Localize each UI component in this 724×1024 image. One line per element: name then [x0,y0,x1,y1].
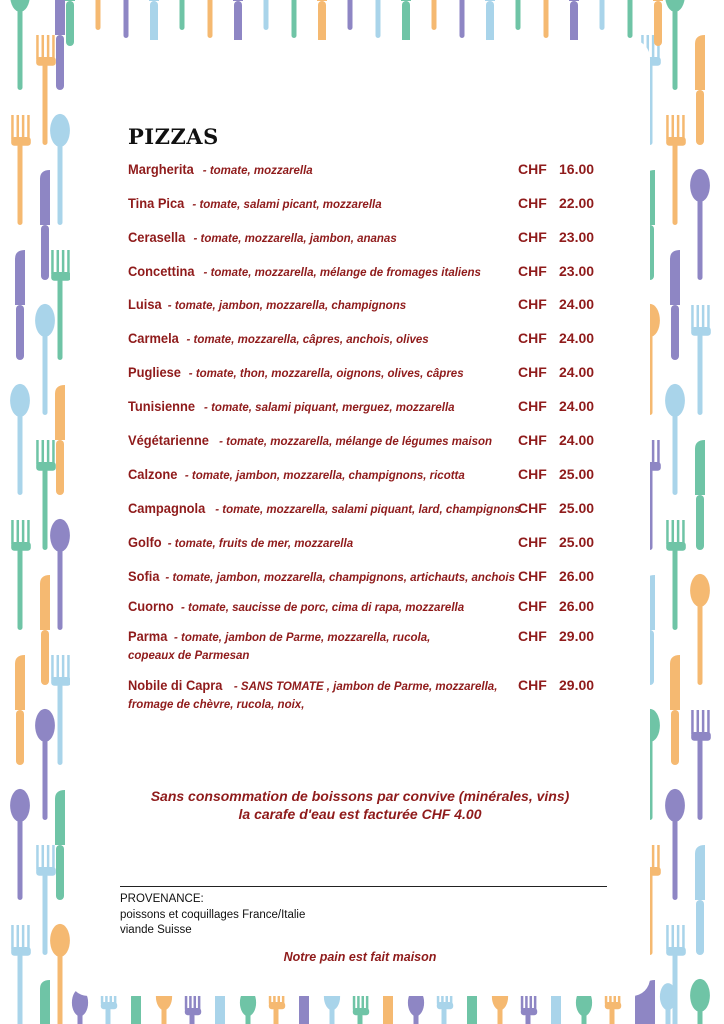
knife-icon [670,655,680,765]
item-description: tomate, saucisse de porc, cima di rapa, mozzarella [188,602,465,614]
item-currency: CHF [518,296,547,312]
item-currency: CHF [518,161,547,177]
fork-icon [119,0,135,38]
menu-item-tina-pica: Tina Pica - tomate, salami picant, mozzarella CHF 22.00 [128,195,595,211]
menu-item-calzone: Calzone - tomate, jambon, mozzarella, champignons, ricotta CHF 25.00 [128,466,595,482]
item-description: tomate, mozzarella, mélange de légumes maison [226,436,493,448]
spoon-icon [665,789,685,900]
menu-item-campagnola: Campagnola - tomate, mozzarella, salami piquant, lard, champignons CHF 25.00 [128,500,595,516]
item-description: tomate, fruits de mer, mozzarella [174,538,354,550]
menu-item-tunisienne: Tunisienne - tomate, salami piquant, merguez, mozzarella CHF 24.00 [128,398,595,414]
item-name: Pugliese [128,364,181,380]
fork-icon [11,520,31,630]
item-currency: CHF [518,432,547,448]
item-name: Cerasella [128,229,186,245]
menu-item-cuorno: Cuorno - tomate, saucisse de porc, cima di rapa, mozzarella CHF 26.00 [128,598,595,614]
homemade-bread-note: Notre pain est fait maison [283,950,437,964]
item-price: 16.00 [559,161,595,177]
item-description: tomate, mozzarella, jambon, ananas [200,233,397,245]
menu-item-vegetarienne: Végétarienne - tomate, mozzarella, mélange de légumes maison CHF 24.00 [128,432,595,448]
knife-icon [653,0,663,46]
menu-panel [70,40,650,996]
spoon-icon [690,979,710,1024]
spoon-icon [426,0,442,30]
item-price: 25.00 [559,466,595,482]
fork-icon [11,925,31,1024]
provenance-fish: poissons et coquillages France/Italie [120,909,306,921]
knife-icon [55,790,65,900]
item-name: Tunisienne [128,398,196,414]
fork-icon [539,0,555,38]
item-price: 24.00 [559,330,595,346]
knife-icon [695,35,705,145]
fork-icon [371,0,387,38]
item-price: 24.00 [559,398,595,414]
item-name: Sofia [128,568,160,584]
item-description-continued: copeaux de Parmesan [128,650,250,662]
item-currency: CHF [518,628,547,644]
item-description: tomate, jambon, mozzarella, champignons, artichauts, anchois [172,572,515,584]
menu-item-luisa: Luisa - tomate, jambon, mozzarella, champignons CHF 24.00 [128,296,595,312]
menu-item-nobile-di-capra: Nobile di Capra - SANS TOMATE , jambon de Parme, mozzarella, fromage de chèvre, rucola, noix, CHF 29.00 [128,677,608,711]
fork-icon [51,655,71,765]
spoon-icon [90,0,106,30]
spoon-icon [594,0,610,30]
item-description: tomate, salami piquant, merguez, mozzarella [211,402,455,414]
fork-icon [11,115,31,225]
knife-icon [40,170,50,280]
provenance-heading: PROVENANCE: [120,893,204,905]
fork-icon [287,0,303,38]
menu-item-golfo: Golfo - tomate, fruits de mer, mozzarella CHF 25.00 [128,534,595,550]
menu-item-parma: Parma - tomate, jambon de Parme, mozzarella, rucola, copeaux de Parmesan CHF 29.00 [128,628,608,662]
item-name: Campagnola [128,500,206,516]
spoon-icon [10,384,30,495]
fork-icon [691,710,711,820]
menu-item-carmela: Carmela - tomate, mozzarella, câpres, anchois, olives CHF 24.00 [128,330,595,346]
fork-icon [51,250,71,360]
knife-icon [15,250,25,360]
knife-icon [40,575,50,685]
item-price: 29.00 [559,628,595,644]
item-description-continued: fromage de chèvre, rucola, noix, [128,699,305,711]
fork-icon [203,0,219,38]
item-price: 26.00 [559,598,595,614]
item-price: 23.00 [559,263,595,279]
spoon-icon [50,924,70,1024]
item-description: tomate, mozzarella, câpres, anchois, olives [193,334,429,346]
menu-item-margherita: Margherita - tomate, mozzarella CHF 16.00 [128,161,595,177]
item-description: tomate, mozzarella, salami piquant, lard, champignons [222,504,521,516]
spoon-icon [50,114,70,225]
item-currency: CHF [518,195,547,211]
fork-icon [666,115,686,225]
spoon-icon [35,709,55,820]
spoon-icon [342,0,358,30]
item-currency: CHF [518,568,547,584]
knife-icon [40,980,50,1024]
item-price: 26.00 [559,568,595,584]
spoon-icon [690,574,710,685]
fork-icon [623,0,639,38]
item-description: tomate, jambon de Parme, mozzarella, rucola, [181,632,431,644]
fork-icon [455,0,471,38]
knife-icon [15,655,25,765]
knife-icon [55,0,65,90]
item-name: Concettina [128,263,195,279]
knife-icon [65,0,75,46]
provenance-meat: viande Suisse [120,924,192,936]
item-currency: CHF [518,330,547,346]
page-title: PIZZAS [128,124,219,149]
item-price: 25.00 [559,500,595,516]
item-name: Cuorno [128,598,174,614]
spoon-icon [258,0,274,30]
item-name: Parma [128,628,168,644]
item-name: Luisa [128,296,162,312]
item-description: tomate, jambon, mozzarella, champignons [174,300,407,312]
item-description: tomate, thon, mozzarella, oignons, olives, câpres [195,368,464,380]
knife-icon [670,250,680,360]
spoon-icon [510,0,526,30]
item-name: Nobile di Capra [128,677,223,693]
item-name: Margherita [128,161,194,177]
spoon-icon [690,169,710,280]
spoon-icon [665,0,685,90]
spoon-icon [665,384,685,495]
item-currency: CHF [518,398,547,414]
item-price: 22.00 [559,195,595,211]
knife-icon [55,385,65,495]
item-price: 24.00 [559,432,595,448]
item-currency: CHF [518,229,547,245]
spoon-icon [35,304,55,415]
menu-item-cerasella: Cerasella - tomate, mozzarella, jambon, ananas CHF 23.00 [128,229,595,245]
item-currency: CHF [518,598,547,614]
spoon-icon [10,0,30,90]
item-price: 29.00 [559,677,595,693]
item-currency: CHF [518,677,547,693]
item-name: Végétarienne [128,432,209,448]
item-price: 23.00 [559,229,595,245]
fork-icon [691,305,711,415]
spoon-icon [10,789,30,900]
item-currency: CHF [518,500,547,516]
item-description: tomate, mozzarella [209,165,313,177]
item-currency: CHF [518,364,547,380]
item-name: Tina Pica [128,195,185,211]
spoon-icon [50,519,70,630]
menu-item-pugliese: Pugliese - tomate, thon, mozzarella, oignons, olives, câpres CHF 24.00 [128,364,595,380]
item-currency: CHF [518,534,547,550]
knife-icon [695,440,705,550]
drinks-notice-line-1: Sans consommation de boissons par convive (minérales, vins) [150,788,570,804]
item-price: 24.00 [559,364,595,380]
divider [120,886,607,887]
item-description: tomate, jambon, mozzarella, champignons, ricotta [191,470,465,482]
item-price: 24.00 [559,296,595,312]
item-currency: CHF [518,466,547,482]
menu-item-sofia: Sofia - tomate, jambon, mozzarella, champignons, artichauts, anchois CHF 26.00 [128,568,595,584]
fork-icon [666,520,686,630]
item-price: 25.00 [559,534,595,550]
spoon-icon [174,0,190,30]
item-description: SANS TOMATE , jambon de Parme, mozzarella, [240,681,498,693]
drinks-notice-line-2: la carafe d'eau est facturée CHF 4.00 [238,806,482,822]
item-description: tomate, salami picant, mozzarella [199,199,382,211]
knife-icon [695,845,705,955]
menu-item-concettina: Concettina - tomate, mozzarella, mélange de fromages italiens CHF 23.00 [128,263,595,279]
item-currency: CHF [518,263,547,279]
item-name: Calzone [128,466,178,482]
item-description: tomate, mozzarella, mélange de fromages italiens [210,267,481,279]
item-name: Golfo [128,534,162,550]
item-name: Carmela [128,330,179,346]
